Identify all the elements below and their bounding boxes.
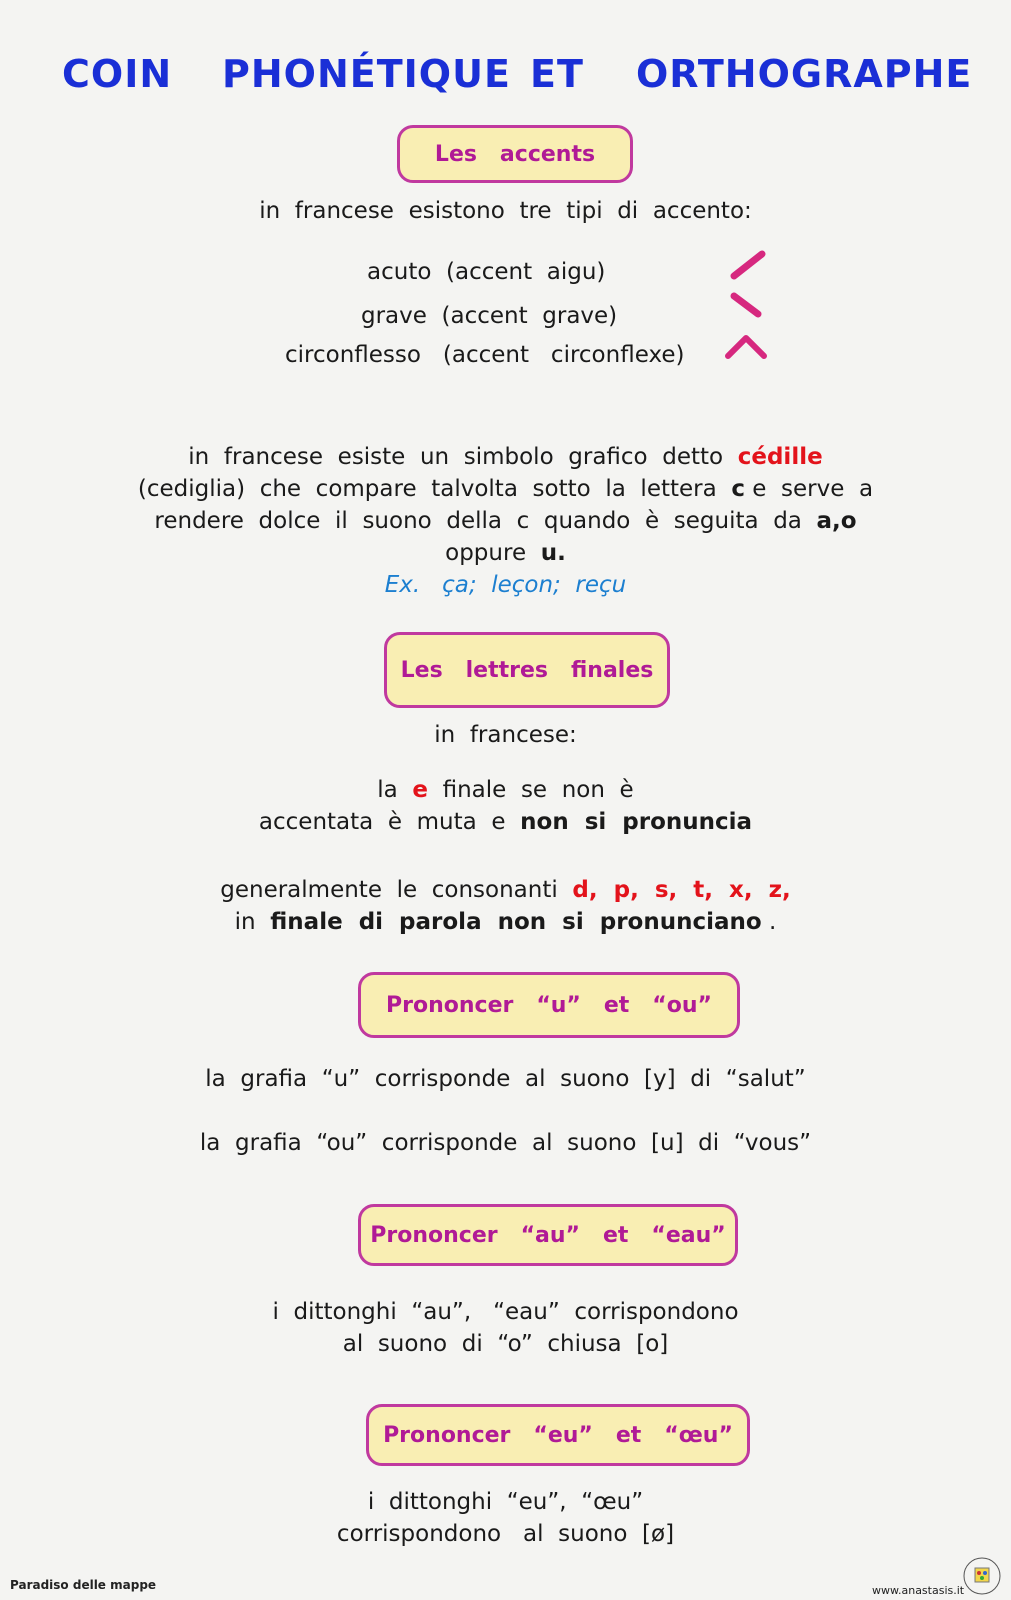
u-ou-line-2: la grafia “ou” corrisponde al suono [u] di “vous” <box>199 1130 812 1156</box>
cedille-line-3: rendere dolce il suono della c quando è seguita da a,o <box>154 508 857 534</box>
eu-oeu-line-2: corrispondono al suono [ø] <box>336 1521 675 1547</box>
accents-intro: in francese esistono tre tipi di accento: <box>259 198 752 224</box>
u-ou-line-1: la grafia “u” corrisponde al suono [y] di “salut” <box>205 1066 806 1092</box>
cedille-line-2: (cediglia) che compare talvolta sotto la lettera c e serve a <box>137 476 874 502</box>
heading-lettres-finales: Les lettres finales <box>384 632 670 708</box>
footer-credit: Paradiso delle mappe <box>10 1578 157 1592</box>
heading-eu-oeu: Prononcer “eu” et “œu” <box>366 1404 750 1466</box>
cedille-line-1: in francese esiste un simbolo grafico detto cédille <box>188 444 823 470</box>
title-word-et: ET <box>530 52 584 96</box>
cedille-line-4: oppure u. <box>445 540 566 566</box>
grave-accent-icon <box>728 290 768 324</box>
eu-oeu-line-1: i dittonghi “eu”, “œu” <box>367 1489 644 1515</box>
supermappe-logo-icon <box>962 1556 1002 1596</box>
heading-accents: Les accents <box>397 125 633 183</box>
page-title <box>0 52 1011 102</box>
finales-e-line-1: la e finale se non è <box>377 777 634 803</box>
heading-u-ou: Prononcer “u” et “ou” <box>358 972 740 1038</box>
cedille-example: Ex. ça; leçon; reçu <box>384 572 627 598</box>
accent-grave-text: grave (accent grave) <box>361 303 618 329</box>
finales-cons-line-1: generalmente le consonanti d, p, s, t, x, z, <box>220 877 791 903</box>
accent-circ-text: circonflesso (accent circonflexe) <box>285 342 685 368</box>
title-word-orthographe: ORTHOGRAPHE <box>636 52 973 96</box>
finales-intro: in francese: <box>434 722 577 748</box>
au-eau-line-1: i dittonghi “au”, “eau” corrispondono <box>272 1299 739 1325</box>
acute-accent-icon <box>728 248 768 282</box>
cedille-word: cédille <box>737 444 823 470</box>
finales-cons-line-2: in finale di parola non si pronunciano . <box>234 909 777 935</box>
heading-au-eau: Prononcer “au” et “eau” <box>358 1204 738 1266</box>
footer-website: www.anastasis.it <box>872 1584 965 1597</box>
circumflex-accent-icon <box>722 330 772 362</box>
finales-e-line-2: accentata è muta e non si pronuncia <box>258 809 753 835</box>
au-eau-line-2: al suono di “o” chiusa [o] <box>342 1331 669 1357</box>
title-word-phonetique: PHONÉTIQUE <box>222 52 511 96</box>
accent-acuto-text: acuto (accent aigu) <box>367 259 606 285</box>
title-word-coin: COIN <box>62 52 173 96</box>
